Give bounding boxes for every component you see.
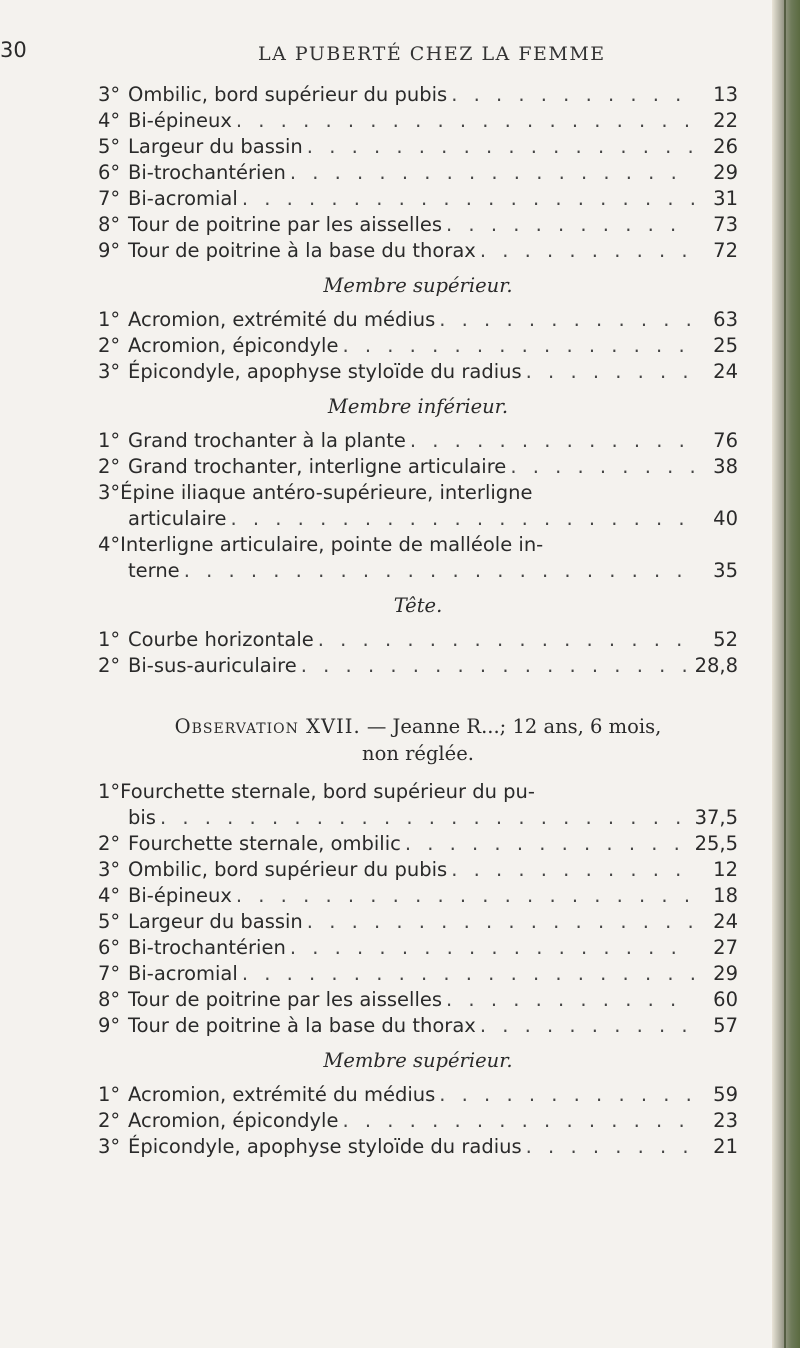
measurement-value: 25 [713, 334, 738, 357]
leader-dots [406, 428, 694, 454]
measurement-row [98, 333, 738, 359]
measurement-value: 22 [713, 109, 738, 132]
measurement-label: Fourchette sternale, ombilic [128, 832, 401, 855]
measurement-label: Largeur du bassin [128, 910, 303, 933]
measurement-value: 27 [713, 936, 738, 959]
observation-heading [98, 713, 738, 767]
measurement-row [98, 506, 738, 532]
item-number: 1° [98, 429, 121, 452]
measurement-value: 13 [713, 83, 738, 106]
measurement-row [98, 1013, 738, 1039]
item-number: 3° [98, 1135, 121, 1158]
measurement-row [98, 653, 738, 679]
measurement-label-cont: articulaire [128, 507, 227, 530]
measurement-label: Acromion, extrémité du médius [128, 1083, 436, 1106]
measurement-row-line1 [98, 532, 738, 558]
measurement-value: 76 [713, 429, 738, 452]
item-number: 2° [98, 455, 121, 478]
item-number: 2° [98, 1109, 121, 1132]
item-number: 3° [98, 858, 121, 881]
measurement-value: 28,8 [694, 654, 738, 677]
leader-dots [338, 333, 694, 359]
leader-dots [286, 160, 694, 186]
leader-dots [522, 359, 694, 385]
section-heading-upper-limb: Membre supérieur. [323, 274, 513, 297]
block1-upper-list [98, 307, 738, 385]
leader-dots [522, 1134, 694, 1160]
item-number: 8° [98, 213, 121, 236]
section-heading-lower-limb: Membre inférieur. [327, 395, 509, 418]
item-number: 4° [98, 109, 121, 132]
leader-dots [297, 653, 694, 679]
measurement-value: 57 [713, 1014, 738, 1037]
measurement-value: 18 [713, 884, 738, 907]
leader-dots [232, 108, 694, 134]
item-number: 9° [98, 1014, 121, 1037]
measurement-value: 12 [713, 858, 738, 881]
measurement-label: Bi-acromial [128, 187, 238, 210]
leader-dots [476, 238, 694, 264]
measurement-value: 23 [713, 1109, 738, 1132]
measurement-value: 26 [713, 135, 738, 158]
item-number: 2° [98, 832, 121, 855]
measurement-row [98, 160, 738, 186]
block1-head-list [98, 627, 738, 679]
item-number: 3° [98, 360, 121, 383]
item-number: 2° [98, 334, 121, 357]
measurement-row [98, 627, 738, 653]
leader-dots [435, 307, 694, 333]
leader-dots [232, 883, 694, 909]
leader-dots [238, 961, 694, 987]
measurement-row [98, 987, 738, 1013]
measurement-value: 29 [713, 962, 738, 985]
leader-dots [303, 134, 694, 160]
measurement-label: Interligne articulaire, pointe de malléole in- [120, 533, 544, 556]
item-number: 1° [98, 780, 121, 803]
item-number: 4° [98, 884, 121, 907]
item-number: 6° [98, 161, 121, 184]
leader-dots [447, 82, 694, 108]
measurement-row [98, 428, 738, 454]
measurement-label: Tour de poitrine par les aisselles [128, 988, 443, 1011]
measurement-label: Grand trochanter, interligne articulaire [128, 455, 507, 478]
measurement-value: 25,5 [694, 832, 738, 855]
measurement-row [98, 238, 738, 264]
leader-dots [314, 627, 694, 653]
measurement-row [98, 805, 738, 831]
item-number: 7° [98, 962, 121, 985]
measurement-label-cont: terne [128, 559, 180, 582]
item-number: 9° [98, 239, 121, 262]
section-heading-head: Tête. [393, 594, 443, 617]
measurement-label: Bi-sus-auriculaire [128, 654, 297, 677]
measurement-row [98, 1134, 738, 1160]
measurement-label: Grand trochanter à la plante [128, 429, 406, 452]
measurements-content [98, 82, 738, 1160]
item-number: 3° [98, 83, 121, 106]
block2-trunk-list [98, 779, 738, 1039]
measurement-value: 37,5 [694, 806, 738, 829]
measurement-row [98, 883, 738, 909]
measurement-value: 72 [713, 239, 738, 262]
item-number: 1° [98, 628, 121, 651]
section-heading-upper-limb-2: Membre supérieur. [323, 1049, 513, 1072]
measurement-row [98, 108, 738, 134]
measurement-value: 24 [713, 910, 738, 933]
measurement-label: Épicondyle, apophyse styloïde du radius [128, 360, 522, 383]
item-number: 7° [98, 187, 121, 210]
measurement-label: Bi-épineux [128, 109, 232, 132]
measurement-row-line1 [98, 779, 738, 805]
observation-text: — Jeanne R...; 12 ans, 6 mois, [360, 715, 662, 738]
measurement-row [98, 186, 738, 212]
measurement-value: 60 [713, 988, 738, 1011]
measurement-row [98, 961, 738, 987]
item-number: 1° [98, 308, 121, 331]
measurement-row [98, 134, 738, 160]
measurement-value: 38 [713, 455, 738, 478]
measurement-label: Largeur du bassin [128, 135, 303, 158]
measurement-row [98, 212, 738, 238]
observation-line2: non réglée. [362, 742, 474, 765]
running-title: LA PUBERTÉ CHEZ LA FEMME [258, 43, 606, 65]
measurement-row [98, 454, 738, 480]
leader-dots [286, 935, 694, 961]
measurement-value: 21 [713, 1135, 738, 1158]
measurement-label: Bi-acromial [128, 962, 238, 985]
measurement-value: 52 [713, 628, 738, 651]
measurement-label: Tour de poitrine à la base du thorax [128, 239, 476, 262]
measurement-label: Bi-trochantérien [128, 161, 286, 184]
measurement-label: Acromion, épicondyle [128, 334, 339, 357]
measurement-row [98, 558, 738, 584]
measurement-label: Tour de poitrine par les aisselles [128, 213, 443, 236]
measurement-row-line1 [98, 480, 738, 506]
page-edge-line [784, 0, 786, 1348]
item-number: 6° [98, 936, 121, 959]
measurement-label: Ombilic, bord supérieur du pubis [128, 858, 448, 881]
leader-dots [442, 212, 694, 238]
leader-dots [435, 1082, 694, 1108]
block2-upper-list [98, 1082, 738, 1160]
measurement-label: Acromion, épicondyle [128, 1109, 339, 1132]
observation-label: Observation XVII. [174, 715, 361, 738]
measurement-label: Épine iliaque antéro-supérieure, interligne [120, 481, 533, 504]
measurement-row [98, 909, 738, 935]
item-number: 5° [98, 910, 121, 933]
measurement-label: Courbe horizontale [128, 628, 314, 651]
item-number: 8° [98, 988, 121, 1011]
item-number: 5° [98, 135, 121, 158]
measurement-row [98, 82, 738, 108]
measurement-value: 40 [713, 507, 738, 530]
leader-dots [238, 186, 694, 212]
item-number: 4° [98, 533, 121, 556]
block1-trunk-list [98, 82, 738, 264]
measurement-label-cont: bis [128, 806, 156, 829]
item-number: 2° [98, 654, 121, 677]
leader-dots [442, 987, 694, 1013]
measurement-label: Acromion, extrémité du médius [128, 308, 436, 331]
leader-dots [226, 506, 694, 532]
measurement-value: 31 [713, 187, 738, 210]
leader-dots [338, 1108, 694, 1134]
item-number: 1° [98, 1083, 121, 1106]
measurement-label: Ombilic, bord supérieur du pubis [128, 83, 448, 106]
measurement-row [98, 1082, 738, 1108]
leader-dots [476, 1013, 694, 1039]
leader-dots [506, 454, 694, 480]
measurement-value: 73 [713, 213, 738, 236]
measurement-value: 24 [713, 360, 738, 383]
page-number: 30 [0, 38, 27, 62]
measurement-value: 59 [713, 1083, 738, 1106]
measurement-row [98, 857, 738, 883]
measurement-label: Épicondyle, apophyse styloïde du radius [128, 1135, 522, 1158]
measurement-label: Bi-trochantérien [128, 936, 286, 959]
measurement-row [98, 831, 738, 857]
measurement-row [98, 359, 738, 385]
measurement-label: Tour de poitrine à la base du thorax [128, 1014, 476, 1037]
measurement-value: 63 [713, 308, 738, 331]
measurement-value: 29 [713, 161, 738, 184]
leader-dots [447, 857, 694, 883]
measurement-row [98, 1108, 738, 1134]
leader-dots [303, 909, 694, 935]
block1-lower-list [98, 428, 738, 584]
measurement-row [98, 935, 738, 961]
page-edge-binding [772, 0, 800, 1348]
measurement-row [98, 307, 738, 333]
leader-dots [180, 558, 694, 584]
measurement-label: Fourchette sternale, bord supérieur du pu- [120, 780, 535, 803]
leader-dots [401, 831, 694, 857]
measurement-value: 35 [713, 559, 738, 582]
leader-dots [156, 805, 694, 831]
item-number: 3° [98, 481, 121, 504]
measurement-label: Bi-épineux [128, 884, 232, 907]
